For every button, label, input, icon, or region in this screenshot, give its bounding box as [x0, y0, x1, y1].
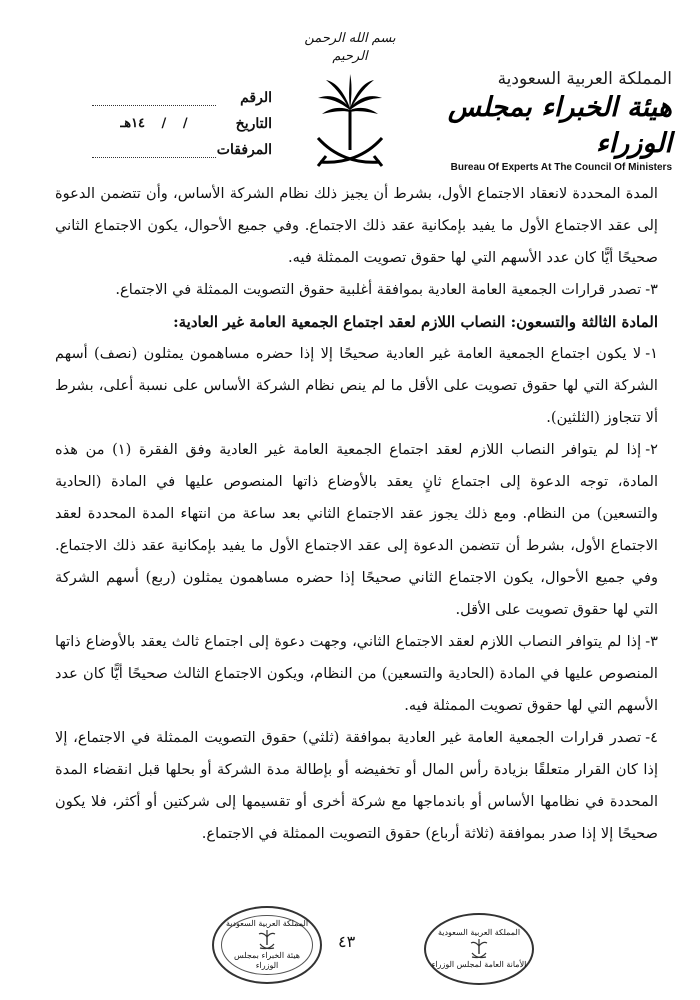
bureau-seal-inner: [221, 915, 312, 975]
bureau-name-english: Bureau Of Experts At The Council Of Ministers: [450, 162, 672, 173]
date-label: التاريخ: [235, 116, 272, 132]
attachments-line: [92, 141, 216, 158]
kingdom-name: المملكة العربية السعودية: [497, 69, 672, 89]
number-line: [92, 89, 216, 106]
reference-fields: [92, 80, 272, 158]
document-body: [55, 178, 658, 850]
article-clause-3: [55, 626, 658, 722]
page-number: ٤٣: [338, 932, 356, 951]
clause-number: ١-: [645, 345, 658, 362]
number-label: الرقم: [240, 90, 272, 106]
palm-and-crossed-swords-icon: [258, 929, 276, 951]
date-field: [92, 106, 272, 132]
clause-text: تصدر قرارات الجمعية العامة غير العادية بموافقة (ثلثي) حقوق التصويت الممثلة في الاجتماع، إلا إذا كان القرار متعلقًا بزيادة رأس المال أو تخفيضه أو بإطالة مدة الشركة أو بحلها قبل انقضاء المدة المحددة في نظامها الأساس أو باندماجها مع شركة أخرى أو تقسيمها إلى شركتين أو أكثر، فلا يكون صحيحًا إلا إذا صدر بموافقة (ثلاثة أرباع) حقوق التصويت الممثلة في الاجتماع.: [55, 729, 658, 842]
letterhead-ministry: [437, 68, 672, 174]
letterhead-emblem: [295, 30, 405, 168]
bureau-name-arabic: هيئة الخبراء بمجلس الوزراء: [447, 92, 672, 159]
clause-number: ٢-: [645, 441, 658, 458]
seal-top-text: المملكة العربية السعودية: [437, 928, 521, 937]
clause-text: لا يكون اجتماع الجمعية العامة غير العادية صحيحًا إلا إذا حضره مساهمون يمثلون (نصف) أسهم الشركة التي لها حقوق تصويت على الأقل ما لم ينص نظام الشركة الأساس على نسبة أعلى، بشرط ألا تتجاوز (الثلثين).: [55, 345, 658, 426]
seal-bottom-text: الأمانة العامة لمجلس الوزراء: [431, 960, 527, 969]
bismillah: بسم الله الرحمن الرحيم: [304, 31, 396, 64]
clause-number: ٤-: [645, 729, 658, 746]
clause-number: ٣-: [645, 633, 658, 650]
seal-top-text: المملكة العربية السعودية: [225, 919, 309, 928]
seal-bottom-text: هيئة الخبراء بمجلس الوزراء: [234, 951, 300, 970]
bureau-seal-stamp: [212, 906, 322, 984]
palm-and-crossed-swords-icon: [470, 938, 488, 960]
secretariat-seal-stamp: [424, 913, 534, 985]
clause-text: إذا لم يتوافر النصاب اللازم لعقد اجتماع الجمعية العامة غير العادية وفق الفقرة (١) من هذه المادة، توجه الدعوة إلى اجتماع ثانٍ يعقد بالأوضاع ذاتها المنصوص عليها في المادة (الحادية والتسعين) من النظام. ومع ذلك يجوز عقد الاجتماع الثاني بعد ساعة من انتهاء المدة المحددة لعقد الاجتماع الأول، بشرط أن تتضمن الدعوة إلى عقد الاجتماع الأول ما يفيد بإمكانية عقد ذلك الاجتماع. وفي جميع الأحوال، يكون الاجتماع الثاني صحيحًا إذا حضره مساهمون يمثلون (ربع) أسهم الشركة التي لها حقوق تصويت على الأقل.: [55, 441, 658, 618]
attachments-label: المرفقات: [216, 142, 272, 158]
clause-text: إذا لم يتوافر النصاب اللازم لعقد الاجتماع الثاني، وجهت دعوة إلى اجتماع ثالث يعقد بالأوضاع ذاتها المنصوص عليها في المادة (الحادية والتسعين) من النظام، ويكون الاجتماع الثالث صحيحًا أيًّا كان عدد الأسهم التي لها حقوق تصويت الممثلة فيه.: [55, 633, 658, 714]
clause-text: تصدر قرارات الجمعية العامة العادية بموافقة أغلبية حقوق التصويت الممثلة في الاجتماع.: [115, 281, 642, 298]
paragraph-continuation: المدة المحددة لانعقاد الاجتماع الأول، بشرط أن يجيز ذلك نظام الشركة الأساس، وأن تتضمن الدعوة إلى عقد الاجتماع الأول ما يفيد بإمكانية عقد ذلك الاجتماع. وفي جميع الأحوال، يكون الاجتماع الثاني صحيحًا أيًّا كان عدد الأسهم التي لها حقوق تصويت الممثلة فيه.: [55, 185, 658, 266]
palm-and-crossed-swords-icon: [310, 68, 390, 168]
article-clause-2: [55, 434, 658, 626]
clause-3: [55, 274, 658, 306]
date-value: / / ١٤هـ: [120, 116, 188, 131]
article-clause-1: [55, 338, 658, 434]
article-heading: المادة الثالثة والتسعون: النصاب اللازم لعقد اجتماع الجمعية العامة غير العادية:: [173, 313, 658, 331]
number-field: [92, 80, 272, 106]
article-clause-4: [55, 722, 658, 850]
clause-number: ٣-: [645, 281, 658, 298]
attachments-field: [92, 132, 272, 158]
